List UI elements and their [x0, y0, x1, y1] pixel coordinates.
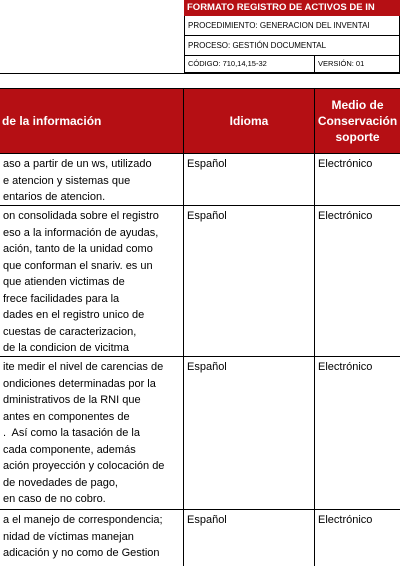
column-header-description-label: de la información — [2, 114, 102, 128]
header-divider — [0, 73, 400, 74]
medium-cell: Electrónico — [318, 514, 373, 526]
table-row — [0, 357, 400, 510]
column-header-language — [184, 89, 315, 153]
medium-cell: Electrónico — [318, 361, 373, 373]
table-row — [0, 510, 400, 566]
code-label: CÓDIGO: 710,14,15-32 — [184, 56, 315, 73]
process-label: PROCESO: GESTIÓN DOCUMENTAL — [184, 36, 400, 56]
description-cell: aso a partir de un ws, utilizado e atencion y sistemas que entarios de atencion. — [0, 154, 184, 205]
column-header-medium — [315, 89, 400, 153]
column-header-language-label: Idioma — [229, 114, 269, 128]
language-cell: Español — [184, 206, 315, 356]
column-header-description — [0, 89, 184, 153]
medium-cell: Electrónico — [318, 210, 373, 222]
language-cell: Español — [184, 510, 315, 566]
table-row — [0, 154, 400, 206]
column-header-medium-label: Medio de Conservación soporte — [317, 98, 398, 144]
language-cell: Español — [184, 357, 315, 509]
form-title: FORMATO REGISTRO DE ACTIVOS DE IN — [184, 0, 400, 16]
table-row — [0, 206, 400, 357]
description-cell: a el manejo de correspondencia; nidad de víctimas manejan adicación y no como de Gestion — [0, 510, 184, 566]
medium-cell: Electrónico — [318, 158, 373, 170]
language-cell: Español — [184, 154, 315, 205]
version-label: VERSIÓN: 01 — [315, 56, 400, 73]
description-cell: on consolidada sobre el registro eso a la información de ayudas, ación, tanto de la unidad como que conforman el snariv. es un que atienden victimas de frece facilidades para la dades en el registro unico de cuestas de caracterizacion, de la condicion de vicitma — [0, 206, 184, 356]
description-cell: ite medir el nivel de carencias de ondiciones determinadas por la dministrativos de la RNI que antes en componentes de . Así como la tasación de la cada componente, además ación proyección y colocación de de novedades de pago, en caso de no cobro. — [0, 357, 184, 509]
procedure-label: PROCEDIMIENTO: GENERACION DEL INVENTAI — [184, 16, 400, 36]
